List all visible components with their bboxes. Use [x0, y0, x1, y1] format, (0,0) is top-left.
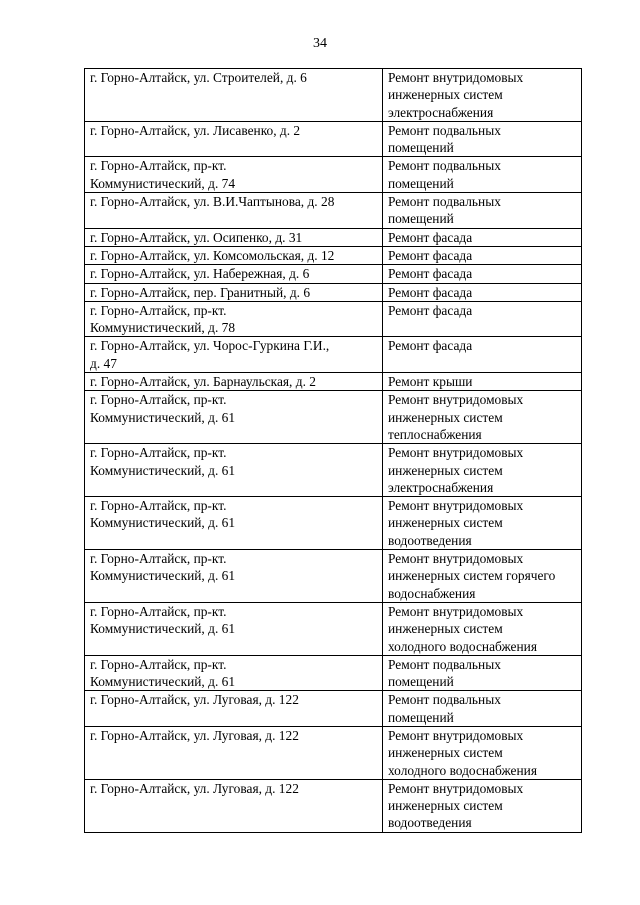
- address-cell: г. Горно-Алтайск, пр-кт. Коммунистический, д. 74: [85, 157, 383, 193]
- address-cell: г. Горно-Алтайск, ул. Барнаульская, д. 2: [85, 373, 383, 391]
- address-cell: г. Горно-Алтайск, пр-кт. Коммунистический, д. 61: [85, 550, 383, 603]
- address-cell: г. Горно-Алтайск, ул. Чорос-Гуркина Г.И., д. 47: [85, 337, 383, 373]
- work-type-cell: Ремонт фасада: [383, 337, 582, 373]
- address-cell: г. Горно-Алтайск, ул. В.И.Чаптынова, д. 28: [85, 193, 383, 229]
- work-type-cell: Ремонт подвальных помещений: [383, 157, 582, 193]
- table-row: [85, 69, 582, 122]
- work-type-cell: Ремонт крыши: [383, 373, 582, 391]
- address-cell: г. Горно-Алтайск, пр-кт. Коммунистический, д. 61: [85, 602, 383, 655]
- table-body: [85, 69, 582, 833]
- address-cell: г. Горно-Алтайск, пр-кт. Коммунистический, д. 61: [85, 391, 383, 444]
- address-cell: г. Горно-Алтайск, пр-кт. Коммунистический, д. 61: [85, 444, 383, 497]
- address-cell: г. Горно-Алтайск, ул. Набережная, д. 6: [85, 265, 383, 283]
- work-type-cell: Ремонт фасада: [383, 246, 582, 264]
- table-row: [85, 550, 582, 603]
- table-row: [85, 726, 582, 779]
- table-row: [85, 157, 582, 193]
- work-type-cell: Ремонт внутридомовых инженерных систем горячего водоснабжения: [383, 550, 582, 603]
- address-cell: г. Горно-Алтайск, ул. Осипенко, д. 31: [85, 228, 383, 246]
- table-row: [85, 283, 582, 301]
- address-cell: г. Горно-Алтайск, ул. Луговая, д. 122: [85, 779, 383, 832]
- address-cell: г. Горно-Алтайск, ул. Строителей, д. 6: [85, 69, 383, 122]
- work-type-cell: Ремонт фасада: [383, 301, 582, 337]
- table-row: [85, 779, 582, 832]
- table-row: [85, 246, 582, 264]
- address-cell: г. Горно-Алтайск, пер. Гранитный, д. 6: [85, 283, 383, 301]
- address-cell: г. Горно-Алтайск, пр-кт. Коммунистический, д. 78: [85, 301, 383, 337]
- table-row: [85, 444, 582, 497]
- table-row: [85, 228, 582, 246]
- work-type-cell: Ремонт фасада: [383, 265, 582, 283]
- address-cell: г. Горно-Алтайск, ул. Луговая, д. 122: [85, 726, 383, 779]
- address-cell: г. Горно-Алтайск, ул. Лисавенко, д. 2: [85, 121, 383, 157]
- work-type-cell: Ремонт фасада: [383, 283, 582, 301]
- work-type-cell: Ремонт подвальных помещений: [383, 193, 582, 229]
- work-type-cell: Ремонт внутридомовых инженерных систем холодного водоснабжения: [383, 602, 582, 655]
- table-row: [85, 121, 582, 157]
- table-row: [85, 373, 582, 391]
- table-row: [85, 691, 582, 727]
- work-type-cell: Ремонт подвальных помещений: [383, 655, 582, 691]
- work-type-cell: Ремонт подвальных помещений: [383, 691, 582, 727]
- work-type-cell: Ремонт фасада: [383, 228, 582, 246]
- table-row: [85, 655, 582, 691]
- repair-works-table: [84, 68, 582, 833]
- table-row: [85, 301, 582, 337]
- work-type-cell: Ремонт подвальных помещений: [383, 121, 582, 157]
- table-row: [85, 391, 582, 444]
- address-cell: г. Горно-Алтайск, пр-кт. Коммунистический, д. 61: [85, 655, 383, 691]
- work-type-cell: Ремонт внутридомовых инженерных систем водоотведения: [383, 497, 582, 550]
- work-type-cell: Ремонт внутридомовых инженерных систем теплоснабжения: [383, 391, 582, 444]
- address-cell: г. Горно-Алтайск, пр-кт. Коммунистический, д. 61: [85, 497, 383, 550]
- table-row: [85, 497, 582, 550]
- address-cell: г. Горно-Алтайск, ул. Луговая, д. 122: [85, 691, 383, 727]
- work-type-cell: Ремонт внутридомовых инженерных систем холодного водоснабжения: [383, 726, 582, 779]
- table-row: [85, 602, 582, 655]
- address-cell: г. Горно-Алтайск, ул. Комсомольская, д. 12: [85, 246, 383, 264]
- work-type-cell: Ремонт внутридомовых инженерных систем водоотведения: [383, 779, 582, 832]
- table-row: [85, 265, 582, 283]
- work-type-cell: Ремонт внутридомовых инженерных систем электроснабжения: [383, 69, 582, 122]
- page-number: 34: [313, 36, 327, 51]
- table-row: [85, 193, 582, 229]
- table-row: [85, 337, 582, 373]
- work-type-cell: Ремонт внутридомовых инженерных систем электроснабжения: [383, 444, 582, 497]
